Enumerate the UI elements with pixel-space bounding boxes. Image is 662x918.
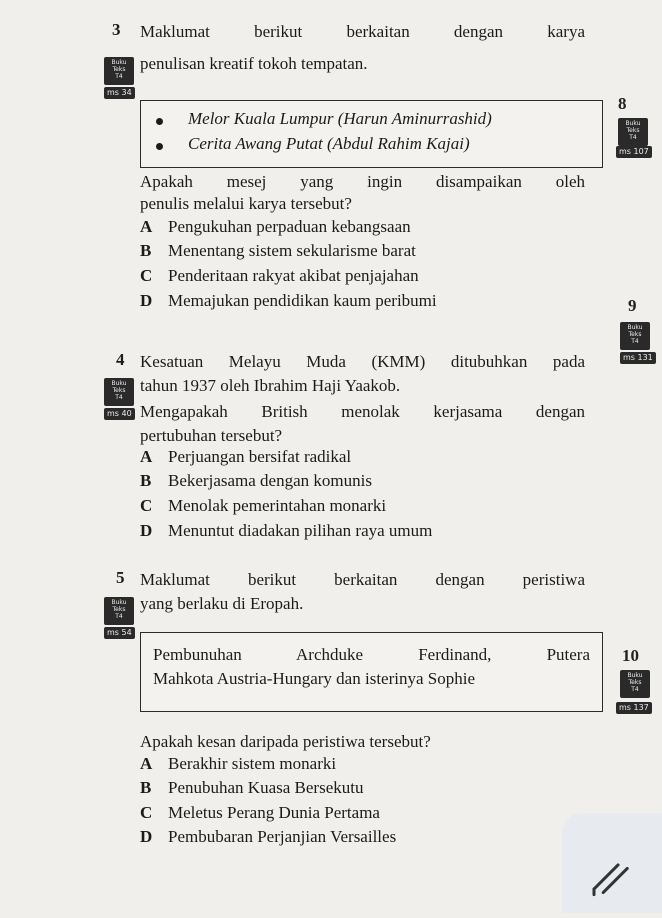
book-tag-icon: Buku Teks T4 bbox=[620, 670, 650, 698]
pencil-icon bbox=[562, 813, 662, 913]
option-c[interactable]: C Penderitaan rakyat akibat penjajahan bbox=[140, 266, 419, 285]
book-tag-icon: Buku Teks T4 bbox=[618, 118, 648, 146]
question-9-number: 9 bbox=[628, 296, 637, 315]
page-ref-badge: ms 40 bbox=[104, 408, 135, 420]
box-item: Cerita Awang Putat (Abdul Rahim Kajai) bbox=[188, 134, 470, 153]
question-3-number: 3 bbox=[112, 20, 121, 39]
question-5-stem-line2: yang berlaku di Eropah. bbox=[140, 594, 304, 613]
info-box bbox=[140, 632, 603, 712]
page-ref-badge: ms 137 bbox=[616, 702, 652, 714]
option-c[interactable]: C Meletus Perang Dunia Pertama bbox=[140, 803, 380, 822]
option-d[interactable]: D Pembubaran Perjanjian Versailles bbox=[140, 827, 397, 846]
question-10-number: 10 bbox=[622, 646, 639, 665]
box-item: Melor Kuala Lumpur (Harun Aminurrashid) bbox=[188, 109, 492, 128]
book-tag-icon: Buku Teks T4 bbox=[104, 378, 134, 406]
option-d[interactable]: D Memajukan pendidikan kaum peribumi bbox=[140, 291, 437, 310]
question-3-stem-line2: penulisan kreatif tokoh tempatan. bbox=[140, 54, 368, 73]
box-line: Mahkota Austria-Hungary dan isterinya Sophie bbox=[153, 669, 475, 688]
question-5-prompt: Apakah kesan daripada peristiwa tersebut? bbox=[140, 732, 431, 751]
question-4-prompt-line1: Mengapakah British menolak kerjasama dengan bbox=[140, 402, 585, 421]
page-ref-badge: ms 131 bbox=[620, 352, 656, 364]
page-ref-badge: ms 34 bbox=[104, 87, 135, 99]
question-3-stem-line1: Maklumat berikut berkaitan dengan karya bbox=[140, 22, 585, 41]
option-a[interactable]: A Pengukuhan perpaduan kebangsaan bbox=[140, 217, 411, 236]
book-tag-icon: Buku Teks T4 bbox=[104, 57, 134, 85]
option-a[interactable]: A Perjuangan bersifat radikal bbox=[140, 447, 352, 466]
option-d[interactable]: D Menuntut diadakan pilihan raya umum bbox=[140, 521, 433, 540]
bullet-icon bbox=[156, 143, 163, 150]
book-tag-icon: Buku Teks T4 bbox=[104, 597, 134, 625]
info-box bbox=[140, 100, 603, 168]
option-c[interactable]: C Menolak pemerintahan monarki bbox=[140, 496, 387, 515]
option-b[interactable]: B Penubuhan Kuasa Bersekutu bbox=[140, 778, 364, 797]
box-line: Pembunuhan Archduke Ferdinand, Putera bbox=[153, 645, 590, 664]
question-5-stem-line1: Maklumat berikut berkaitan dengan peristiwa bbox=[140, 570, 585, 589]
page-ref-badge: ms 107 bbox=[616, 146, 652, 158]
book-tag-icon: Buku Teks T4 bbox=[620, 322, 650, 350]
question-3-prompt-line2: penulis melalui karya tersebut? bbox=[140, 194, 352, 213]
question-4-stem-line2: tahun 1937 oleh Ibrahim Haji Yaakob. bbox=[140, 376, 401, 395]
option-a[interactable]: A Berakhir sistem monarki bbox=[140, 754, 337, 773]
page-ref-badge: ms 54 bbox=[104, 627, 135, 639]
app-overlay-button[interactable] bbox=[562, 813, 662, 913]
option-b[interactable]: B Bekerjasama dengan komunis bbox=[140, 471, 372, 490]
question-3-prompt-line1: Apakah mesej yang ingin disampaikan oleh bbox=[140, 172, 585, 191]
question-4-number: 4 bbox=[116, 350, 125, 369]
bullet-icon bbox=[156, 118, 163, 125]
question-8-number: 8 bbox=[618, 94, 627, 113]
question-5-number: 5 bbox=[116, 568, 125, 587]
question-4-stem-line1: Kesatuan Melayu Muda (KMM) ditubuhkan pada bbox=[140, 352, 585, 371]
option-b[interactable]: B Menentang sistem sekularisme barat bbox=[140, 241, 416, 260]
question-4-prompt-line2: pertubuhan tersebut? bbox=[140, 426, 283, 445]
